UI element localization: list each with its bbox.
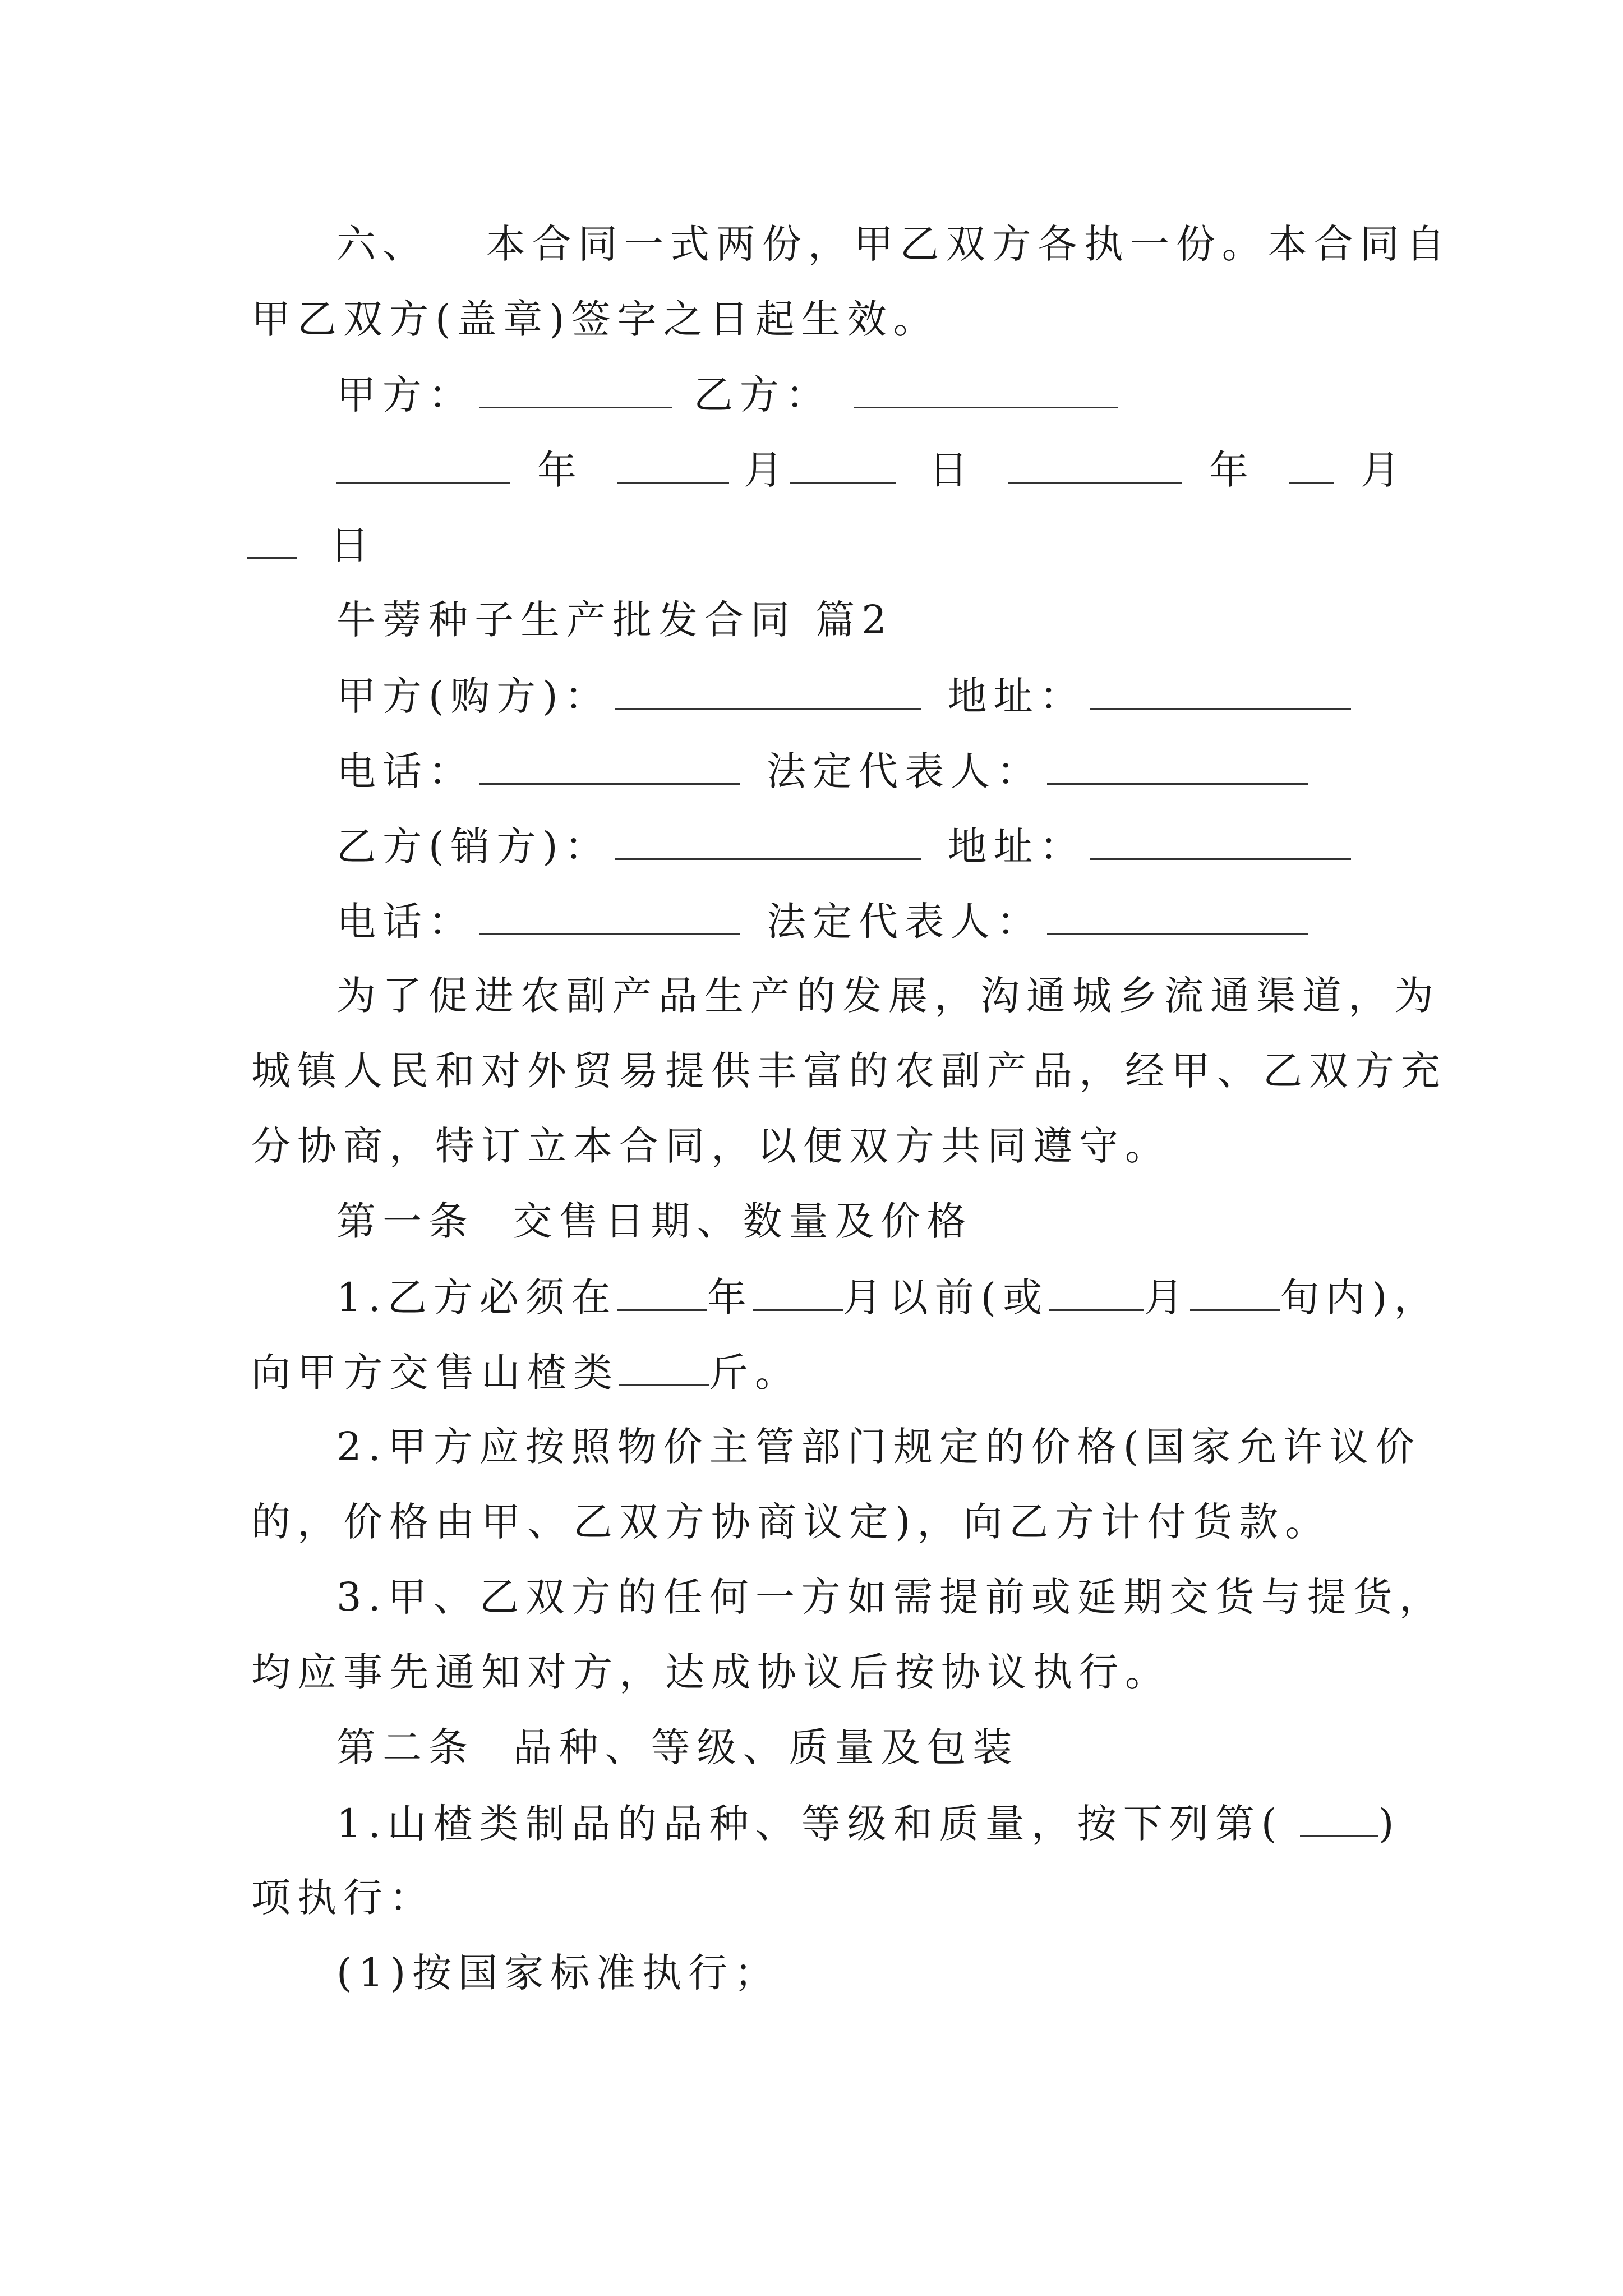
item-1-text-f: 向甲方交售山楂类 (251, 1350, 619, 1396)
article-1-item-3-line-1: 3.甲、乙双方的任何一方如需提前或延期交货与提货， (336, 1574, 1445, 1620)
clause-6-line-1: 六、 本合同一式两份，甲乙双方各执一份。本合同自 (336, 221, 1452, 267)
seller-address-label: 地址： (947, 823, 1086, 869)
date-b-year-blank (1008, 449, 1182, 484)
item-1-year-blank (617, 1277, 707, 1311)
item-1-text-c: 月以前(或 (842, 1274, 1049, 1320)
buyer-phone-label: 电话： (336, 748, 474, 794)
buyer-blank (615, 675, 921, 710)
seller-phone-blank (479, 901, 740, 935)
date-b-day-label: 日 (330, 522, 376, 568)
date-a-month-label: 月 (744, 447, 790, 493)
seller-label: 乙方(销方)： (336, 823, 611, 869)
item-1-text-g: 斤。 (709, 1350, 801, 1396)
buyer-legal-rep-blank (1047, 751, 1308, 785)
date-a-year-blank (336, 449, 510, 484)
signature-date-row (336, 447, 1407, 493)
date-b-day-blank (247, 524, 297, 559)
seller-phone-row (336, 899, 1312, 945)
party-a-blank (479, 374, 672, 408)
buyer-phone-blank (479, 751, 740, 785)
item-1-text-a: 1.乙方必须在 (336, 1274, 617, 1320)
article-1-item-1-line-2 (251, 1350, 801, 1396)
article-1-item-2-line-2: 的，价格由甲、乙双方协商议定)，向乙方计付货款。 (251, 1499, 1331, 1545)
party-b-blank (854, 374, 1118, 408)
item-1-month2-blank (1049, 1277, 1144, 1311)
party-a-label: 甲方： (336, 372, 474, 418)
signature-date-row-2 (247, 522, 376, 568)
item-1-text-b: 年 (707, 1274, 753, 1320)
date-a-day-label: 日 (929, 447, 975, 493)
preamble-line-1: 为了促进农副产品生产的发展，沟通城乡流通渠道，为 (336, 973, 1440, 1019)
buyer-phone-row (336, 748, 1312, 794)
date-b-year-label: 年 (1209, 447, 1255, 493)
article-1-item-2-line-1: 2.甲方应按照物价主管部门规定的价格(国家允许议价 (336, 1424, 1422, 1470)
date-a-day-blank (790, 449, 896, 484)
buyer-address-label: 地址： (947, 673, 1086, 719)
seller-address-blank (1090, 826, 1351, 860)
seller-blank (615, 826, 921, 860)
item-1-period-blank (1190, 1277, 1280, 1311)
seller-phone-label: 电话： (336, 899, 474, 945)
article-1-item-1-line-1 (336, 1274, 1440, 1320)
date-a-year-label: 年 (537, 447, 583, 493)
date-b-month-blank (1289, 449, 1334, 484)
section-title: 牛蒡种子生产批发合同 篇2 (336, 597, 893, 643)
date-a-month-blank (617, 449, 729, 484)
buyer-legal-rep-label: 法定代表人： (767, 748, 1043, 794)
signature-parties-row (336, 372, 1122, 418)
seller-legal-rep-label: 法定代表人： (767, 899, 1043, 945)
clause-6-line-2: 甲乙双方(盖章)签字之日起生效。 (251, 296, 939, 342)
buyer-row (336, 673, 1355, 719)
item-1-month-blank (753, 1277, 843, 1311)
article-1-item-3-line-2: 均应事先通知对方，达成协议后按协议执行。 (251, 1649, 1171, 1695)
item-1-text-e: 旬内)， (1280, 1274, 1440, 1320)
buyer-label: 甲方(购方)： (336, 673, 611, 719)
seller-legal-rep-blank (1047, 901, 1308, 935)
item-1-quantity-blank (619, 1352, 709, 1386)
article-2-item-1-line-1 (336, 1801, 1401, 1847)
seller-row (336, 823, 1355, 869)
date-b-month-label: 月 (1361, 447, 1407, 493)
preamble-line-2: 城镇人民和对外贸易提供丰富的农副产品，经甲、乙双方充 (251, 1048, 1447, 1094)
party-b-label: 乙方： (694, 372, 832, 418)
preamble-line-3: 分协商，特订立本合同，以便双方共同遵守。 (251, 1123, 1171, 1169)
article-2-title: 第二条 品种、等级、质量及包装 (336, 1724, 1019, 1770)
article-2-item-1-text-a: 1.山楂类制品的品种、等级和质量，按下列第( (336, 1801, 1284, 1847)
buyer-address-blank (1090, 675, 1351, 710)
article-2-item-1-line-2: 项执行： (251, 1875, 435, 1921)
article-2-option-blank (1300, 1803, 1378, 1837)
item-1-text-d: 月 (1144, 1274, 1191, 1320)
article-2-item-1-text-b: ) (1378, 1801, 1401, 1847)
article-2-option-1: (1)按国家标准执行； (336, 1950, 781, 1996)
article-1-title: 第一条 交售日期、数量及价格 (336, 1198, 973, 1244)
